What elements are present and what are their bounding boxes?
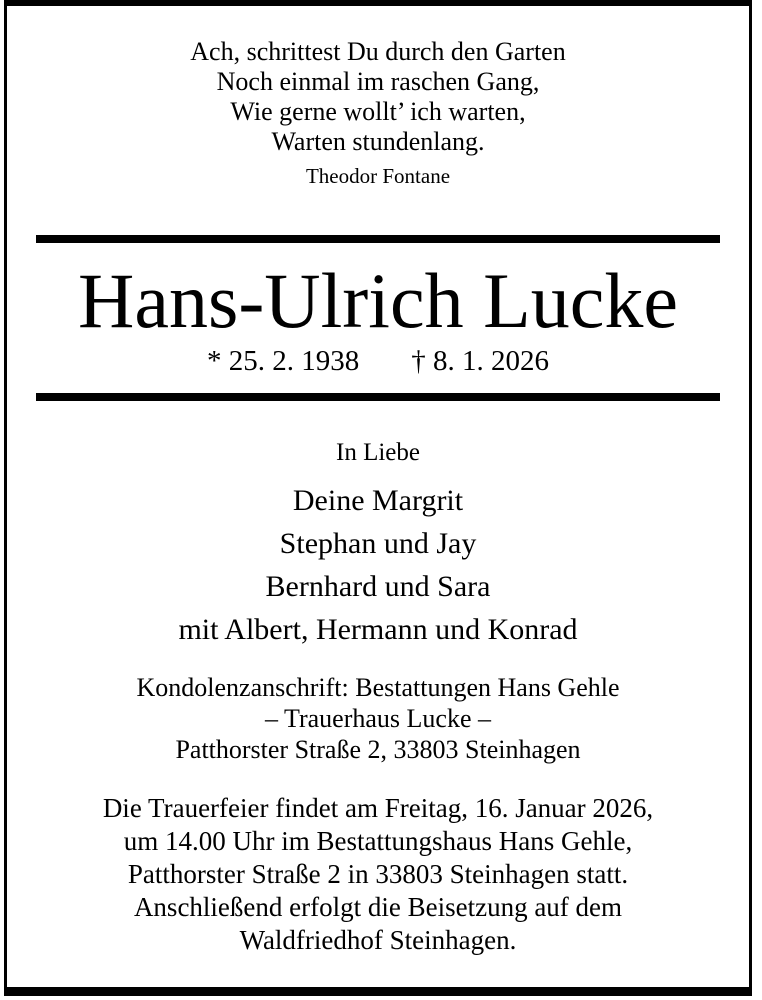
funeral-line: Die Trauerfeier findet am Freitag, 16. Januar 2026, xyxy=(102,793,654,823)
mourners-intro: In Liebe xyxy=(336,439,420,466)
poem-line: Warten stundenlang. xyxy=(271,127,485,156)
mourner-line: Stephan und Jay xyxy=(279,527,477,560)
obituary-content xyxy=(7,6,749,957)
death-date: † 8. 1. 2026 xyxy=(411,345,549,377)
life-dates xyxy=(7,344,749,378)
condolence-address-section xyxy=(7,672,749,765)
condolence-line: Kondolenzanschrift: Bestattungen Hans Gehle xyxy=(136,673,620,702)
poem-line: Wie gerne wollt’ ich warten, xyxy=(230,97,526,126)
deceased-name: Hans-Ulrich Lucke xyxy=(78,257,678,344)
mourners-section xyxy=(7,479,749,651)
mourner-line: Bernhard und Sara xyxy=(265,570,491,603)
condolence-line: – Trauerhaus Lucke – xyxy=(264,704,491,733)
mourner-line: mit Albert, Hermann und Konrad xyxy=(178,613,578,646)
birth-date: * 25. 2. 1938 xyxy=(207,345,360,377)
funeral-info-section xyxy=(7,792,749,957)
separator-rule-bottom xyxy=(36,393,720,401)
separator-rule-top xyxy=(36,235,720,243)
obituary-notice-frame xyxy=(4,0,752,996)
poem-line: Noch einmal im raschen Gang, xyxy=(216,67,540,96)
funeral-line: um 14.00 Uhr im Bestattungshaus Hans Gehle, xyxy=(123,826,633,856)
poem-section xyxy=(7,37,749,189)
poem-attribution: Theodor Fontane xyxy=(305,164,451,188)
funeral-line: Patthorster Straße 2 in 33803 Steinhagen statt. xyxy=(127,859,629,889)
condolence-line: Patthorster Straße 2, 33803 Steinhagen xyxy=(175,735,581,764)
funeral-line: Anschließend erfolgt die Beisetzung auf dem xyxy=(133,892,623,922)
mourner-line: Deine Margrit xyxy=(292,484,464,517)
funeral-line: Waldfriedhof Steinhagen. xyxy=(239,925,517,955)
poem-line: Ach, schrittest Du durch den Garten xyxy=(190,37,566,66)
